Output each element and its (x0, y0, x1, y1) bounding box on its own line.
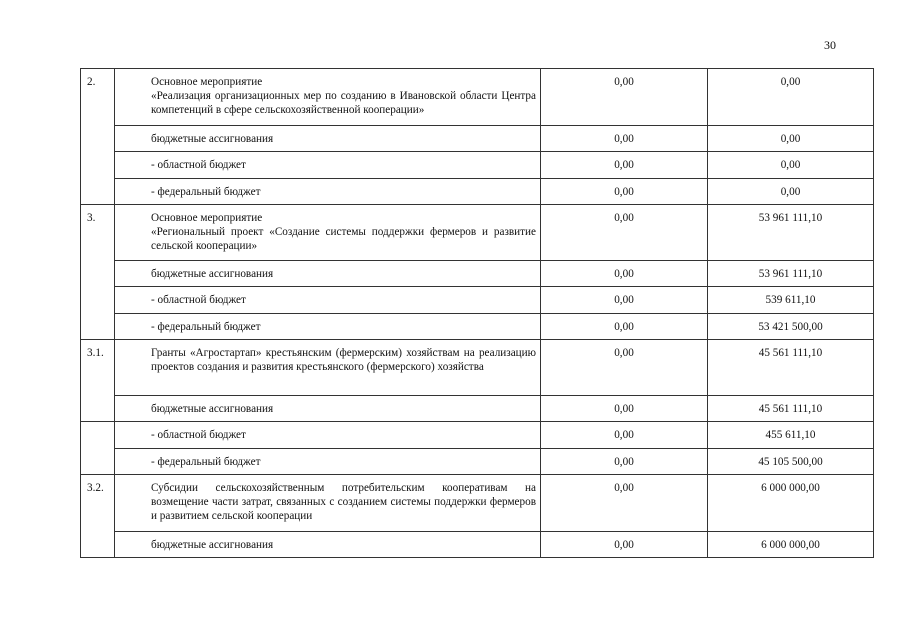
value-cell: 0,00 (541, 205, 708, 261)
subrow-label: - областной бюджет (115, 422, 541, 449)
value-cell: 0,00 (541, 475, 708, 532)
row-number: 3.2. (81, 475, 115, 558)
subrow-label: - федеральный бюджет (115, 449, 541, 475)
value-cell: 0,00 (541, 179, 708, 205)
value-cell: 0,00 (708, 126, 874, 152)
value-cell: 45 105 500,00 (708, 449, 874, 475)
value-cell: 53 421 500,00 (708, 314, 874, 340)
row-description (115, 475, 541, 532)
value-cell: 0,00 (541, 449, 708, 475)
subrow-label: - федеральный бюджет (115, 314, 541, 340)
value-cell: 455 611,10 (708, 422, 874, 449)
row-description (115, 340, 541, 396)
subrow-label: бюджетные ассигнования (115, 532, 541, 558)
value-cell: 45 561 111,10 (708, 396, 874, 422)
description-line: «Региональный проект «Создание системы поддержки фермеров и развитие сельской кооперации» (151, 226, 536, 252)
budget-table (80, 68, 874, 558)
value-cell: 0,00 (708, 152, 874, 179)
table-row (81, 69, 874, 126)
description-line: Субсидии сельскохозяйственным потребительским кооперативам на возмещение части затрат, связанных с созданием системы поддержки фермеров и развитием сельской кооперации (151, 482, 536, 522)
description-line: Основное мероприятие (151, 76, 263, 88)
subrow-label: - областной бюджет (115, 152, 541, 179)
value-cell: 0,00 (541, 340, 708, 396)
value-cell: 0,00 (541, 396, 708, 422)
table-row (81, 261, 874, 287)
value-cell: 0,00 (708, 179, 874, 205)
value-cell: 0,00 (541, 152, 708, 179)
subrow-label: - областной бюджет (115, 287, 541, 314)
table-row (81, 475, 874, 532)
value-cell: 0,00 (541, 314, 708, 340)
table-row (81, 340, 874, 396)
table-row (81, 152, 874, 179)
value-cell: 539 611,10 (708, 287, 874, 314)
row-description (115, 69, 541, 126)
value-cell: 0,00 (541, 532, 708, 558)
table-row (81, 205, 874, 261)
subrow-label: бюджетные ассигнования (115, 126, 541, 152)
subrow-label: бюджетные ассигнования (115, 396, 541, 422)
subrow-label: бюджетные ассигнования (115, 261, 541, 287)
value-cell: 53 961 111,10 (708, 261, 874, 287)
table-row (81, 314, 874, 340)
subrow-label: - федеральный бюджет (115, 179, 541, 205)
value-cell: 45 561 111,10 (708, 340, 874, 396)
value-cell: 0,00 (541, 422, 708, 449)
table-row (81, 532, 874, 558)
page-number: 30 (824, 38, 836, 52)
value-cell: 53 961 111,10 (708, 205, 874, 261)
description-line: Гранты «Агростартап» крестьянским (фермерским) хозяйствам на реализацию проектов создания и развития крестьянского (фермерского) хозяйства (151, 347, 536, 373)
row-number: 2. (81, 69, 115, 205)
table-row (81, 179, 874, 205)
row-number: 3. (81, 205, 115, 340)
table-row (81, 287, 874, 314)
row-number: 3.1. (81, 340, 115, 422)
description-line: Основное мероприятие (151, 212, 263, 224)
description-line: «Реализация организационных мер по созданию в Ивановской области Центра компетенций в сфере сельскохозяйственной кооперации» (151, 90, 536, 116)
value-cell: 0,00 (708, 69, 874, 126)
value-cell: 0,00 (541, 287, 708, 314)
table-row (81, 396, 874, 422)
row-description (115, 205, 541, 261)
table-row (81, 126, 874, 152)
value-cell: 6 000 000,00 (708, 475, 874, 532)
value-cell: 0,00 (541, 126, 708, 152)
value-cell: 0,00 (541, 69, 708, 126)
value-cell: 6 000 000,00 (708, 532, 874, 558)
table-row (81, 449, 874, 475)
table-row (81, 422, 874, 449)
row-number-empty (81, 422, 115, 475)
value-cell: 0,00 (541, 261, 708, 287)
